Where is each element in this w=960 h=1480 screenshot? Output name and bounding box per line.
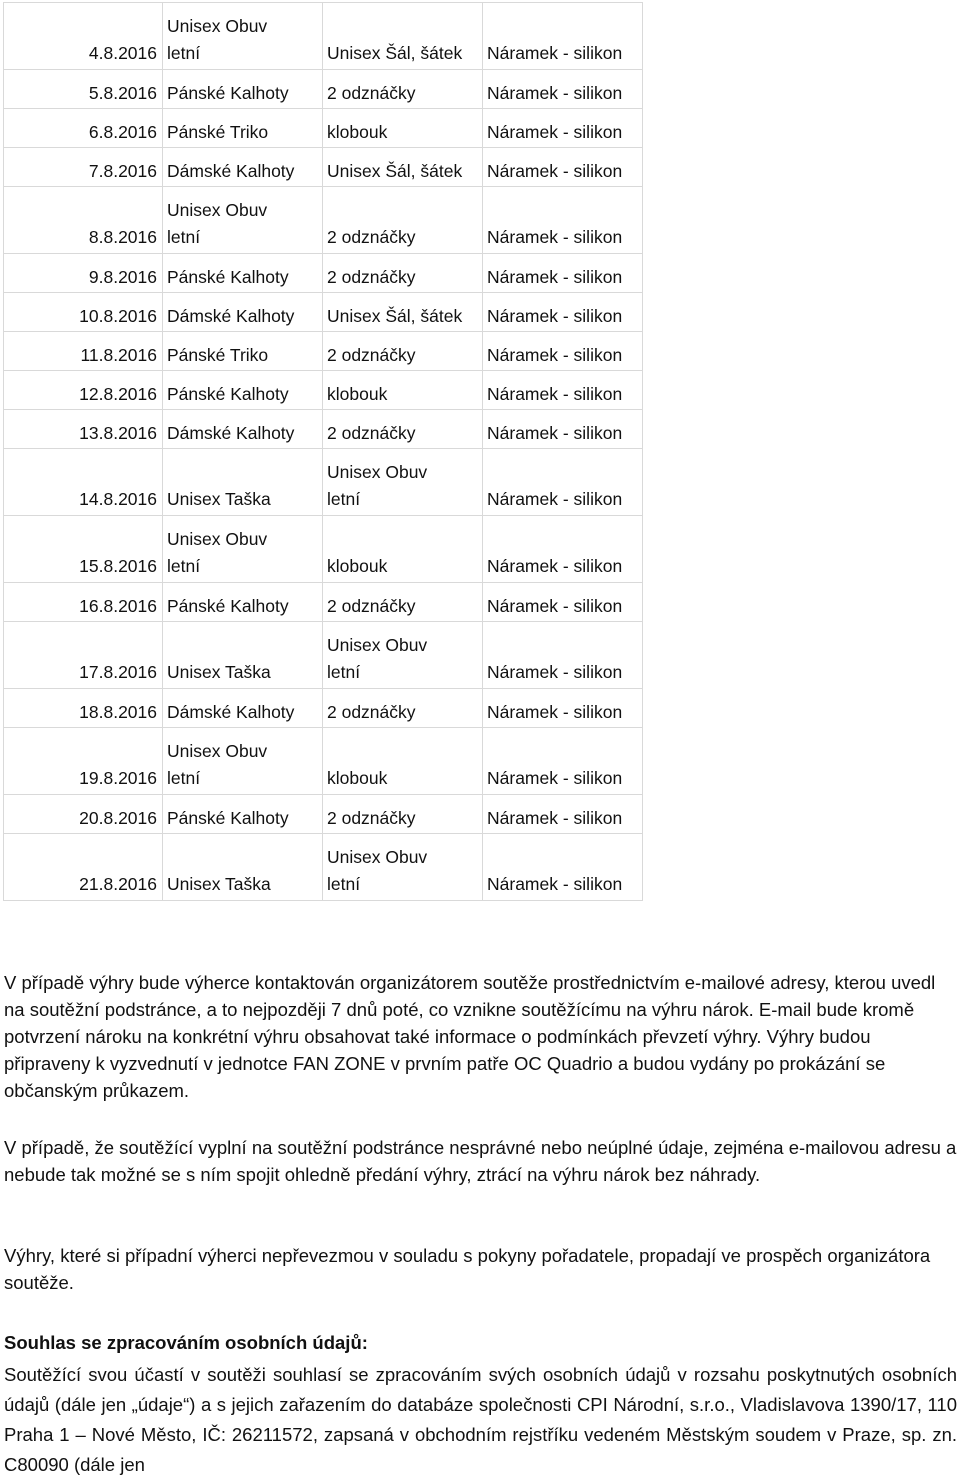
prize-cell-2-text: 2 odznáčky [327, 423, 416, 443]
prize-cell-3-text: Náramek - silikon [487, 384, 623, 404]
prize-cell-1-text: Unisex Obuv letní [167, 529, 268, 576]
prize-cell-1 [163, 332, 323, 371]
date-cell-text: 13.8.2016 [79, 423, 157, 443]
date-cell [4, 689, 163, 728]
prize-cell-3 [483, 70, 643, 109]
prize-cell-2-text: Unisex Obuv letní [327, 847, 428, 894]
date-cell-text: 5.8.2016 [88, 83, 157, 103]
paragraph-text: Soutěžící svou účastí v soutěži souhlasí se zpracováním svých osobních údajů v rozsahu poskytnutých osobních údajů (dále jen „údaje“) a s jejich zařazením do databáze společnosti CPI Národní, s.r.o., Vladislavova 1390/17, 110 Praha 1 – Nové Město, IČ: 26211572, zapsaná v obchodním rejstříku vedeném Městským soudem v Praze, sp. zn. C80090 (dále jen [4, 1364, 957, 1475]
invalid-data-paragraph [4, 1134, 957, 1188]
prize-cell-1-text: Dámské Kalhoty [167, 702, 295, 722]
prize-cell-3-text: Náramek - silikon [487, 768, 623, 788]
prize-cell-1 [163, 795, 323, 834]
prize-cell-2-text: klobouk [327, 556, 388, 576]
prize-cell-3-text: Náramek - silikon [487, 345, 623, 365]
consent-paragraph [4, 1360, 957, 1480]
prize-cell-2 [323, 332, 483, 371]
date-cell [4, 293, 163, 332]
prize-cell-1 [163, 583, 323, 622]
date-cell [4, 516, 163, 583]
date-cell [4, 109, 163, 148]
prize-schedule-table [3, 2, 643, 901]
prize-cell-2 [323, 795, 483, 834]
date-cell-text: 7.8.2016 [88, 161, 157, 181]
prize-cell-3 [483, 795, 643, 834]
prize-cell-1 [163, 410, 323, 449]
prize-cell-3-text: Náramek - silikon [487, 808, 623, 828]
prize-cell-2 [323, 834, 483, 901]
prize-cell-1 [163, 3, 323, 70]
prize-cell-2 [323, 187, 483, 254]
date-cell-text: 16.8.2016 [79, 596, 157, 616]
prize-cell-3 [483, 583, 643, 622]
prize-cell-2 [323, 622, 483, 689]
date-cell-text: 19.8.2016 [79, 768, 157, 788]
prize-cell-3 [483, 622, 643, 689]
table-row [4, 583, 643, 622]
date-cell-text: 10.8.2016 [79, 306, 157, 326]
date-cell [4, 254, 163, 293]
prize-cell-1-text: Unisex Obuv letní [167, 741, 268, 788]
prize-cell-1-text: Pánské Kalhoty [167, 384, 289, 404]
prize-cell-2-text: 2 odznáčky [327, 345, 416, 365]
prize-cell-3 [483, 689, 643, 728]
prize-cell-1 [163, 728, 323, 795]
prize-cell-3 [483, 449, 643, 516]
prize-cell-3-text: Náramek - silikon [487, 161, 623, 181]
prize-cell-1-text: Unisex Obuv letní [167, 16, 268, 63]
prize-cell-3-text: Náramek - silikon [487, 489, 623, 509]
prize-cell-1-text: Dámské Kalhoty [167, 306, 295, 326]
prize-cell-1 [163, 109, 323, 148]
prize-cell-1-text: Unisex Taška [167, 662, 271, 682]
date-cell [4, 70, 163, 109]
prize-contact-paragraph [4, 969, 957, 1104]
prize-cell-2-text: Unisex Obuv letní [327, 462, 428, 509]
prize-cell-3 [483, 371, 643, 410]
consent-heading: Souhlas se zpracováním osobních údajů: [4, 1332, 368, 1353]
prize-cell-2-text: 2 odznáčky [327, 808, 416, 828]
prize-cell-1 [163, 449, 323, 516]
table-row [4, 622, 643, 689]
table-row [4, 109, 643, 148]
prize-cell-3 [483, 516, 643, 583]
date-cell [4, 795, 163, 834]
prize-cell-2 [323, 516, 483, 583]
prize-cell-1-text: Pánské Kalhoty [167, 83, 289, 103]
prize-cell-2-text: 2 odznáčky [327, 83, 416, 103]
prize-cell-3-text: Náramek - silikon [487, 43, 623, 63]
date-cell [4, 332, 163, 371]
table-row [4, 148, 643, 187]
prize-cell-1 [163, 70, 323, 109]
date-cell-text: 6.8.2016 [88, 122, 157, 142]
prize-cell-3-text: Náramek - silikon [487, 267, 623, 287]
prize-cell-3 [483, 187, 643, 254]
prize-cell-2 [323, 3, 483, 70]
prize-cell-3-text: Náramek - silikon [487, 122, 623, 142]
prize-cell-3-text: Náramek - silikon [487, 702, 623, 722]
prize-cell-1 [163, 254, 323, 293]
prize-cell-2-text: klobouk [327, 384, 388, 404]
date-cell [4, 148, 163, 187]
prize-cell-2-text: Unisex Šál, šátek [327, 43, 463, 63]
date-cell-text: 8.8.2016 [88, 227, 157, 247]
date-cell-text: 14.8.2016 [79, 489, 157, 509]
prize-cell-2-text: Unisex Šál, šátek [327, 161, 463, 181]
date-cell-text: 20.8.2016 [79, 808, 157, 828]
date-cell-text: 12.8.2016 [79, 384, 157, 404]
date-cell-text: 15.8.2016 [79, 556, 157, 576]
date-cell-text: 9.8.2016 [88, 267, 157, 287]
prize-cell-1-text: Pánské Triko [167, 345, 269, 365]
prize-cell-1-text: Pánské Triko [167, 122, 269, 142]
table-row [4, 332, 643, 371]
prize-cell-1-text: Pánské Kalhoty [167, 808, 289, 828]
prize-cell-2 [323, 109, 483, 148]
prize-cell-1-text: Unisex Obuv letní [167, 200, 268, 247]
date-cell [4, 410, 163, 449]
table-row [4, 689, 643, 728]
prize-cell-3-text: Náramek - silikon [487, 423, 623, 443]
prize-cell-2-text: Unisex Šál, šátek [327, 306, 463, 326]
prize-cell-2 [323, 583, 483, 622]
date-cell-text: 11.8.2016 [80, 345, 157, 365]
paragraph-text: V případě výhry bude výherce kontaktován organizátorem soutěže prostřednictvím e-mailové adresy, kterou uvedl na soutěžní podstránce, a to nejpozději 7 dnů poté, co vznikne soutěžícímu na výhru nárok. E-mail bude kromě potvrzení nároku na konkrétní výhru obsahovat také informace o podmínkách převzetí výhry. Výhry budou připraveny k vyzvednutí v jednotce FAN ZONE v prvním patře OC Quadrio a budou vydány po prokázání se občanským průkazem. [4, 972, 936, 1101]
prize-cell-2-text: klobouk [327, 768, 388, 788]
table-row [4, 371, 643, 410]
table-row [4, 187, 643, 254]
table-row [4, 795, 643, 834]
prize-cell-2-text: klobouk [327, 122, 388, 142]
prize-cell-3 [483, 293, 643, 332]
prize-cell-3-text: Náramek - silikon [487, 556, 623, 576]
prize-cell-3-text: Náramek - silikon [487, 596, 623, 616]
date-cell-text: 21.8.2016 [79, 874, 157, 894]
prize-cell-3-text: Náramek - silikon [487, 227, 623, 247]
table-row [4, 70, 643, 109]
prize-cell-1-text: Dámské Kalhoty [167, 423, 295, 443]
date-cell-text: 4.8.2016 [88, 43, 157, 63]
prize-cell-1 [163, 371, 323, 410]
prize-cell-3 [483, 3, 643, 70]
prize-cell-2 [323, 410, 483, 449]
prize-cell-1 [163, 187, 323, 254]
prize-cell-2 [323, 254, 483, 293]
prize-cell-2-text: 2 odznáčky [327, 227, 416, 247]
table-row [4, 254, 643, 293]
prize-cell-2-text: 2 odznáčky [327, 702, 416, 722]
date-cell [4, 187, 163, 254]
prize-cell-2-text: Unisex Obuv letní [327, 635, 428, 682]
prize-cell-2 [323, 70, 483, 109]
prize-cell-2 [323, 689, 483, 728]
prize-cell-1 [163, 689, 323, 728]
date-cell [4, 728, 163, 795]
date-cell [4, 449, 163, 516]
prize-cell-3 [483, 109, 643, 148]
prize-cell-1-text: Dámské Kalhoty [167, 161, 295, 181]
prize-cell-2-text: 2 odznáčky [327, 267, 416, 287]
prize-cell-1-text: Unisex Taška [167, 489, 271, 509]
unclaimed-prizes-paragraph [4, 1242, 957, 1296]
prize-cell-1 [163, 148, 323, 187]
prize-cell-2 [323, 449, 483, 516]
prize-cell-3-text: Náramek - silikon [487, 83, 623, 103]
date-cell [4, 371, 163, 410]
prize-cell-3-text: Náramek - silikon [487, 662, 623, 682]
table-row [4, 3, 643, 70]
date-cell-text: 18.8.2016 [79, 702, 157, 722]
table-row [4, 834, 643, 901]
prize-cell-1-text: Unisex Taška [167, 874, 271, 894]
prize-cell-3 [483, 332, 643, 371]
date-cell [4, 622, 163, 689]
table-row [4, 728, 643, 795]
table-row [4, 410, 643, 449]
table-row [4, 449, 643, 516]
prize-cell-3 [483, 410, 643, 449]
prize-cell-1-text: Pánské Kalhoty [167, 596, 289, 616]
paragraph-text: V případě, že soutěžící vyplní na soutěžní podstránce nesprávné nebo neúplné údaje, zejména e-mailovou adresu a nebude tak možné se s ním spojit ohledně předání výhry, ztrácí na výhru nárok bez náhrady. [4, 1137, 957, 1185]
prize-cell-3-text: Náramek - silikon [487, 874, 623, 894]
prize-cell-2 [323, 371, 483, 410]
prize-cell-1 [163, 293, 323, 332]
table-row [4, 516, 643, 583]
prize-cell-3 [483, 148, 643, 187]
prize-cell-3 [483, 834, 643, 901]
prize-cell-2 [323, 293, 483, 332]
date-cell [4, 3, 163, 70]
prize-cell-2 [323, 148, 483, 187]
prize-cell-3-text: Náramek - silikon [487, 306, 623, 326]
prize-cell-1 [163, 834, 323, 901]
date-cell [4, 583, 163, 622]
prize-cell-2-text: 2 odznáčky [327, 596, 416, 616]
prize-table-body [4, 3, 643, 901]
paragraph-text: Výhry, které si případní výherci nepřevezmou v souladu s pokyny pořadatele, propadají ve prospěch organizátora soutěže. [4, 1245, 931, 1293]
date-cell [4, 834, 163, 901]
prize-cell-3 [483, 254, 643, 293]
date-cell-text: 17.8.2016 [79, 662, 157, 682]
prize-cell-1 [163, 516, 323, 583]
prize-cell-3 [483, 728, 643, 795]
prize-cell-2 [323, 728, 483, 795]
prize-cell-1-text: Pánské Kalhoty [167, 267, 289, 287]
table-row [4, 293, 643, 332]
prize-cell-1 [163, 622, 323, 689]
